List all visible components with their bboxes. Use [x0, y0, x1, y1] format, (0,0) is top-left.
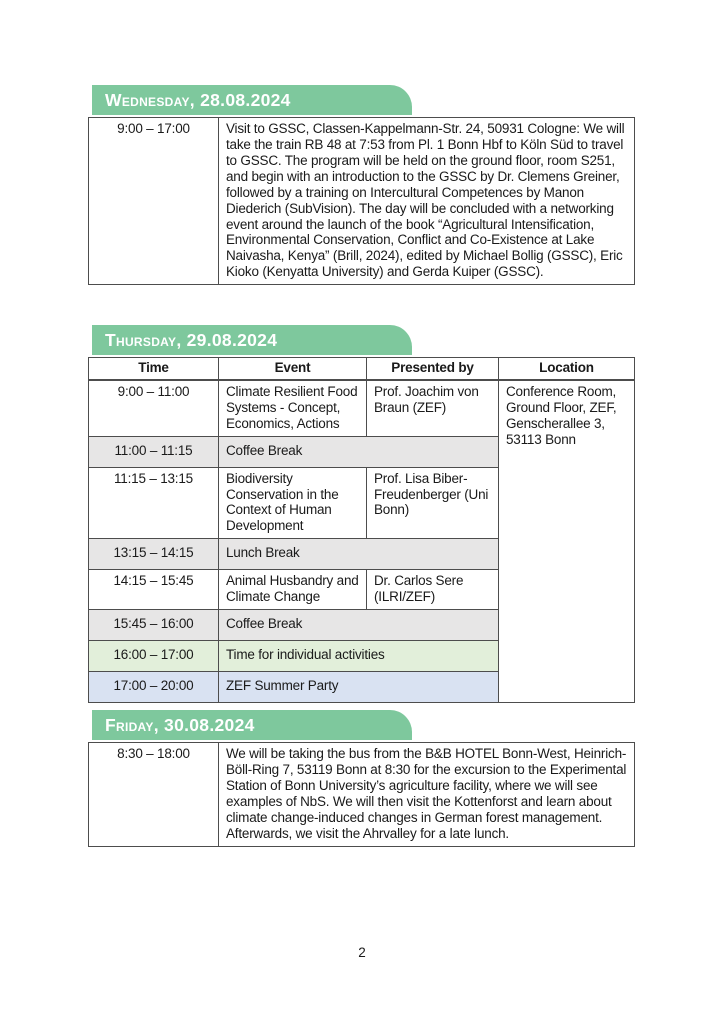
day-title: Wednesday, 28.08.2024: [105, 89, 291, 110]
day-banner: [92, 710, 412, 740]
time-cell: 13:15 – 14:15: [89, 539, 219, 570]
event-cell: Climate Resilient Food Systems - Concept, Economics, Actions: [219, 380, 367, 436]
event-cell: Lunch Break: [219, 539, 499, 570]
time-cell: 14:15 – 15:45: [89, 570, 219, 610]
table-row: [89, 118, 635, 285]
event-cell: Coffee Break: [219, 436, 499, 467]
event-cell: Animal Husbandry and Climate Change: [219, 570, 367, 610]
time-cell: 15:45 – 16:00: [89, 610, 219, 641]
column-header-event: Event: [219, 358, 367, 380]
thursday-schedule-table: [88, 357, 635, 703]
day-section-wednesday: [88, 85, 635, 285]
event-cell: Time for individual activities: [219, 640, 499, 671]
page-number: 2: [358, 945, 366, 960]
event-cell: ZEF Summer Party: [219, 671, 499, 702]
friday-schedule-table: [88, 742, 635, 847]
column-header-location: Location: [499, 358, 635, 380]
table-row: [89, 380, 635, 436]
table-row: [89, 743, 635, 847]
day-title: Thursday, 29.08.2024: [105, 329, 278, 350]
day-banner: [92, 325, 412, 355]
description-cell: Visit to GSSC, Classen-Kappelmann-Str. 24, 50931 Cologne: We will take the train RB 48 at 7:53 from Pl. 1 Bonn Hbf to Köln Süd to travel to GSSC. The program will be held on the ground floor, room S251, and begin with an introduction to the GSSC by Dr. Clemens Greiner, followed by a training on Intercultural Competences by Manon Diederich (SubVision). The day will be concluded with a networking event around the launch of the book “Agricultural Intensification, Environmental Conservation, Conflict and Co-Existence at Lake Naivasha, Kenya” (Brill, 2024), edited by Michael Bollig (GSSC), Eric Kioko (Kenyatta University) and Gerda Kuiper (GSSC).: [219, 118, 635, 285]
wednesday-schedule-table: [88, 117, 635, 285]
time-cell: 16:00 – 17:00: [89, 640, 219, 671]
time-cell: 11:15 – 13:15: [89, 467, 219, 539]
time-cell: 9:00 – 11:00: [89, 380, 219, 436]
day-section-thursday: [88, 325, 635, 703]
time-cell: 11:00 – 11:15: [89, 436, 219, 467]
event-cell: Biodiversity Conservation in the Context of Human Development: [219, 467, 367, 539]
time-cell: 9:00 – 17:00: [89, 118, 219, 285]
column-header-presenter: Presented by: [367, 358, 499, 380]
time-cell: 17:00 – 20:00: [89, 671, 219, 702]
day-section-friday: [88, 710, 635, 847]
day-title: Friday, 30.08.2024: [105, 714, 255, 735]
description-cell: We will be taking the bus from the B&B HOTEL Bonn-West, Heinrich-Böll-Ring 7, 53119 Bonn at 8:30 for the excursion to the Experimental Station of Bonn University’s agriculture facility, where we will see examples of NbS. We will then visit the Kottenforst and learn about climate change-induced changes in German forest management. Afterwards, we visit the Ahrvalley for a late lunch.: [219, 743, 635, 847]
presenter-cell: Prof. Lisa Biber-Freudenberger (Uni Bonn): [367, 467, 499, 539]
event-cell: Coffee Break: [219, 610, 499, 641]
presenter-cell: Dr. Carlos Sere (ILRI/ZEF): [367, 570, 499, 610]
day-banner: [92, 85, 412, 115]
column-header-time: Time: [89, 358, 219, 380]
presenter-cell: Prof. Joachim von Braun (ZEF): [367, 380, 499, 436]
time-cell: 8:30 – 18:00: [89, 743, 219, 847]
table-header-row: [89, 358, 635, 380]
location-cell: Conference Room, Ground Floor, ZEF, Genscherallee 3, 53113 Bonn: [499, 380, 635, 702]
